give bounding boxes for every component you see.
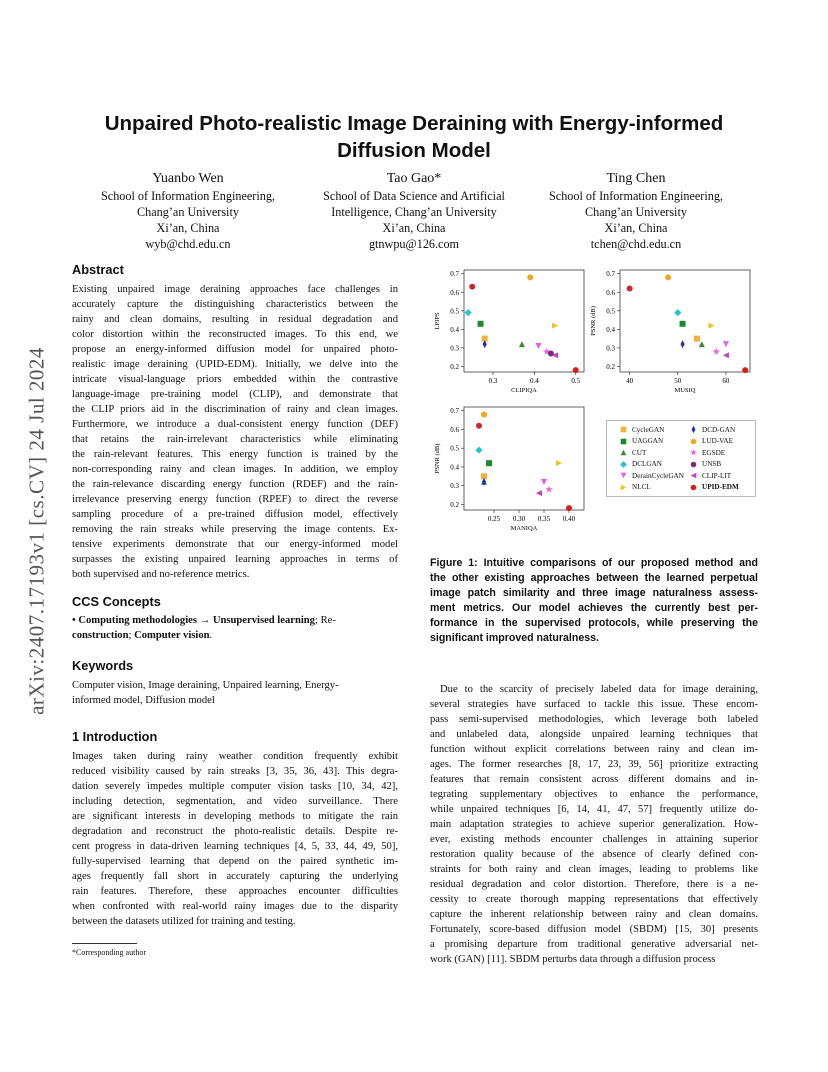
x-axis-label: MUSIQ: [674, 387, 696, 394]
legend-item: [689, 425, 735, 434]
legend-label: LUD-VAE: [702, 437, 734, 445]
data-point: [708, 323, 714, 329]
author-email[interactable]: wyb@chd.edu.cn: [145, 237, 231, 251]
x-tick-label: 0.5: [571, 377, 581, 385]
legend-marker-icon: [619, 460, 628, 469]
legend-label: UNSB: [702, 460, 722, 468]
ccs-term: • Computing methodologies → Unsupervised learning: [72, 615, 315, 626]
ccs-separator: ;: [128, 630, 135, 641]
scatter-plot-2: [590, 270, 750, 394]
y-tick-label: 0.7: [606, 270, 615, 279]
legend-label: CUT: [632, 448, 647, 457]
y-tick-label: 0.2: [450, 500, 459, 509]
figure-legend: [606, 420, 756, 497]
y-tick-label: 0.3: [450, 344, 459, 353]
author-city: Xi’an, China: [604, 221, 668, 235]
x-tick-label: 0.40: [562, 515, 576, 523]
scatter-plot-3: [434, 407, 584, 532]
legend-item: [619, 448, 646, 457]
x-tick-label: 60: [722, 377, 730, 385]
figure-caption: [430, 556, 758, 646]
author-affiliation: Chang’an University: [585, 205, 687, 219]
paragraph-line: Fortunately, score-based diffusion model (SBDM) [15, 30] presents: [430, 924, 758, 935]
arxiv-id-text: arXiv:2407.17193v1 [cs.CV] 24 Jul 2024: [24, 347, 49, 715]
data-point: [535, 343, 541, 349]
introduction-line: cent progress in data-driven learning techniques [4, 5, 33, 44, 49, 50],: [72, 841, 398, 852]
keywords-line: informed model, Diffusion model: [72, 695, 215, 706]
author-affiliation: School of Information Engineering,: [101, 189, 275, 203]
y-tick-label: 0.5: [450, 444, 459, 453]
introduction-line: are significant interests in developing methods to mitigate the rain: [72, 811, 398, 822]
footnote-rule: [72, 943, 137, 944]
data-point: [694, 336, 700, 342]
abstract-line: Furthermore, we introduce a dual-consistent energy function (DEF): [72, 419, 398, 430]
introduction-line: rain features. Therefore, these approaches encounter difficulties: [72, 886, 398, 897]
data-point: [478, 321, 484, 327]
plot-frame: [464, 407, 584, 510]
legend-marker-icon: [689, 460, 698, 469]
legend-label: CycleGAN: [632, 425, 665, 434]
data-point: [465, 309, 472, 316]
data-point: [552, 323, 558, 329]
legend-item: [619, 425, 664, 434]
introduction-line: fully-supervised learning that depend on the paired synthetic im-: [72, 856, 398, 867]
abstract-line: color distortion within the reconstructed images. To this end, we: [72, 329, 398, 340]
data-point: [476, 423, 482, 429]
legend-label: DCLGAN: [632, 460, 662, 468]
x-tick-label: 50: [674, 377, 682, 385]
paragraph-line: residual degradation and color distortion. Therefore, there is a ne-: [430, 879, 758, 890]
y-axis-label: LPIPS: [434, 312, 441, 330]
author-city: Xi’an, China: [156, 221, 220, 235]
ccs-term: construction: [72, 630, 129, 641]
author-affiliation: Chang’an University: [137, 205, 239, 219]
legend-item: [619, 437, 663, 446]
data-point: [566, 505, 572, 511]
abstract-line: removing the rain streaks while preserving the image contents. Ex-: [72, 524, 398, 535]
legend-marker-icon: [619, 437, 628, 446]
legend-item: [689, 471, 731, 480]
title-line-1: Unpaired Photo-realistic Image Deraining with Energy-informed: [104, 112, 724, 135]
data-point: [680, 340, 684, 348]
abstract-line: non-corresponding rainy and clean images. In addition, we employ: [72, 464, 398, 475]
introduction-line: including detection, segmentation, and video surveillance. There: [72, 796, 398, 807]
paragraph-line: work (GAN) [11]. SBDM perturbs data through a diffusion process: [430, 954, 716, 965]
introduction-line: Images taken during rainy weather condition frequently exhibit: [72, 751, 398, 762]
legend-marker-icon: [689, 483, 698, 492]
data-point: [742, 367, 748, 373]
legend-label: DCD-GAN: [702, 425, 736, 434]
legend-item: [689, 437, 733, 446]
data-point: [519, 341, 525, 347]
caption-line: Figure 1: Intuitive comparisons of our proposed method and: [430, 557, 758, 569]
abstract-line: surpasses the existing unpaired learning approaches in terms of: [72, 554, 398, 565]
author-affiliation: School of Data Science and Artificial: [323, 189, 505, 203]
legend-item: [689, 483, 739, 492]
data-point: [665, 274, 671, 280]
abstract-line: sampling procedure of a pre-trained diffusion model, effectively: [72, 509, 398, 520]
author-block-3: [526, 170, 746, 252]
legend-marker-icon: [689, 425, 698, 434]
abstract-line: tensive experiments demonstrate that our energy-informed model: [72, 539, 398, 550]
data-point: [713, 348, 720, 355]
caption-line: formance in the supervised protocols, while preserving the: [430, 617, 758, 629]
data-point: [680, 321, 686, 327]
keywords-line: Computer vision, Image deraining, Unpaired learning, Energy-: [72, 680, 339, 691]
paragraph-line: function without explicit correlations between rainy and clean im-: [430, 744, 758, 755]
y-tick-label: 0.2: [450, 362, 459, 371]
ccs-heading: CCS Concepts: [72, 594, 161, 609]
y-tick-label: 0.2: [606, 362, 615, 371]
author-block-1: [78, 170, 298, 252]
x-tick-label: 40: [626, 377, 634, 385]
paragraph-line: and unlabeled data, alongside unpaired learning techniques that: [430, 729, 758, 740]
introduction-body: [72, 749, 398, 929]
legend-marker-icon: [689, 437, 698, 446]
abstract-line: Existing unpaired image deraining approaches face challenges in: [72, 284, 398, 295]
author-affiliation: School of Information Engineering,: [549, 189, 723, 203]
y-tick-label: 0.3: [606, 344, 615, 353]
paragraph-line: while unpaired techniques [6, 14, 41, 47, 57] frequently utilize do-: [430, 804, 758, 815]
paragraph-line: a promising departure from traditional generative adversarial net-: [430, 939, 758, 950]
ccs-text: ; Re-: [314, 615, 336, 626]
paragraph-line: ever, existing methods encounter challenges in attaining superior: [430, 834, 758, 845]
y-tick-label: 0.4: [450, 463, 459, 472]
caption-line: ment metrics. Our model achieves the currently best per-: [430, 602, 758, 614]
abstract-line: irrelevance preserving energy function (RPEF) to direct the reverse: [72, 494, 398, 505]
paragraph-line: restoration quality because of the absence of clearly defined con-: [430, 849, 758, 860]
y-axis-label: PSNR (dB): [590, 306, 597, 336]
abstract-line: accurately capture the distinguishing characteristics between the: [72, 299, 398, 310]
data-point: [545, 486, 552, 493]
abstract-line: that retains the rain-irrelevant characteristics while eliminating: [72, 434, 398, 445]
abstract-line: propose an energy-informed diffusion model for unpaired photo-: [72, 344, 398, 355]
caption-line: image patch similarity and three image naturalness assess-: [430, 587, 758, 599]
legend-marker-icon: [689, 448, 698, 457]
legend-marker-icon: [619, 448, 628, 457]
abstract-line: the rain-relevance discarding energy function (RDEF) and the rain-: [72, 479, 398, 490]
abstract-body: [72, 282, 398, 582]
abstract-heading: Abstract: [72, 262, 124, 277]
paragraph-line: features that remain consistent across different domains and in-: [430, 774, 758, 785]
x-tick-label: 0.25: [487, 515, 501, 523]
x-tick-label: 0.30: [512, 515, 526, 523]
paragraph-line: main adaptation strategies to achieve superior generalization. How-: [430, 819, 758, 830]
data-point: [469, 284, 475, 290]
paragraph-line: pass semi-supervised methodologies, which leverage both labeled: [430, 714, 758, 725]
y-tick-label: 0.5: [606, 307, 615, 316]
paragraph-line: ages. The former researches [8, 17, 23, 39, 56] prioritize extracting: [430, 759, 758, 770]
abstract-line: realistic image deraining (UPID-EDM). Initially, we delve into the: [72, 359, 398, 370]
legend-marker-icon: [619, 425, 628, 434]
right-column-body: [430, 682, 758, 967]
legend-label: EGSDE: [702, 448, 726, 457]
data-point: [481, 411, 487, 417]
caption-line: the other existing approaches between the learned perpetual: [430, 572, 758, 584]
author-email[interactable]: gtnwpu@126.com: [368, 237, 460, 251]
y-tick-label: 0.6: [450, 425, 459, 434]
keywords-body: [72, 678, 398, 708]
data-point: [527, 274, 533, 280]
abstract-line: intricate visual-language priors embedded within the contrastive: [72, 374, 398, 385]
arxiv-side-label: [22, 296, 52, 766]
y-tick-label: 0.3: [450, 482, 459, 491]
section-heading-introduction: 1 Introduction: [72, 729, 158, 744]
data-point: [486, 460, 492, 466]
legend-item: [689, 460, 721, 469]
keywords-heading: Keywords: [72, 658, 134, 673]
y-tick-label: 0.5: [450, 307, 459, 316]
legend-item: [619, 471, 684, 480]
legend-marker-icon: [619, 483, 628, 492]
y-tick-label: 0.6: [450, 288, 459, 297]
abstract-line: language-image pre-training model (CLIP), and demonstrate that: [72, 389, 398, 400]
caption-line: significant improved naturalness.: [430, 632, 599, 644]
paragraph-line: straints for both rainy and clean images, leading to problems like: [430, 864, 758, 875]
introduction-line: dation severely impedes multiple computer vision tasks [10, 34, 42],: [72, 781, 398, 792]
abstract-line: the CLIP priors aid in the discrimination of rainy and clean images.: [72, 404, 398, 415]
legend-marker-icon: [619, 471, 628, 480]
introduction-line: degradation and reconstruct the photo-realistic details. Despite re-: [72, 826, 398, 837]
legend-marker-icon: [689, 471, 698, 480]
x-tick-label: 0.35: [537, 515, 551, 523]
x-tick-label: 0.3: [488, 377, 498, 385]
legend-label: CLIP-LIT: [702, 471, 732, 480]
scatter-plot-1: [434, 270, 584, 394]
author-name: Yuanbo Wen: [152, 171, 224, 186]
author-name: Ting Chen: [606, 171, 666, 186]
paragraph-line: tegrating supplementary objectives to enhance the performance,: [430, 789, 758, 800]
data-point: [627, 286, 633, 292]
abstract-line: the rain-relevant features. This energy function is trained by the: [72, 449, 398, 460]
legend-label: DerainCycleGAN: [632, 471, 684, 480]
y-tick-label: 0.4: [606, 325, 615, 334]
author-affiliation: Intelligence, Chang’an University: [331, 205, 497, 219]
data-point: [536, 490, 542, 496]
data-point: [699, 341, 705, 347]
x-axis-label: MANIQA: [510, 525, 538, 532]
paper-title: [40, 110, 788, 164]
paragraph-line: cessity to create thorough mapping representations that effectively: [430, 894, 758, 905]
introduction-line: when confronted with real-world rainy images due to the disparity: [72, 901, 398, 912]
introduction-line: between the datasets utilized for training and testing.: [72, 916, 296, 927]
y-tick-label: 0.4: [450, 325, 459, 334]
data-point: [674, 309, 681, 316]
abstract-line: rainy and clean domains, resulting in residual degradation and: [72, 314, 398, 325]
paragraph-line: several strategies have surfaced to tackle this issue. These encom-: [430, 699, 758, 710]
author-block-2: [304, 170, 524, 252]
footnote: *Corresponding author: [72, 948, 146, 957]
abstract-line: both supervised and no-reference metrics.: [72, 569, 250, 580]
introduction-line: reduced visibility caused by rain streaks [3, 35, 36, 43]. This degra-: [72, 766, 398, 777]
data-point: [475, 446, 482, 453]
introduction-line: ages frequently fall short in accurately capturing the underlying: [72, 871, 398, 882]
legend-item: [619, 460, 662, 469]
legend-label: UPID-EDM: [702, 483, 739, 491]
title-line-2: Diffusion Model: [337, 139, 491, 162]
paragraph-line: capture the inherent relationship between rainy and clean domains.: [430, 909, 758, 920]
legend-item: [689, 448, 725, 457]
ccs-term: Computer vision: [134, 630, 210, 641]
ccs-end: .: [209, 630, 213, 641]
paragraph-line: Due to the scarcity of precisely labeled data for image deraining,: [440, 684, 758, 695]
y-axis-label: PSNR (dB): [434, 443, 441, 474]
data-point: [556, 460, 562, 466]
author-name: Tao Gao*: [386, 171, 442, 186]
ccs-concepts: [72, 613, 398, 643]
y-tick-label: 0.7: [450, 270, 459, 279]
data-point: [541, 479, 547, 485]
data-point: [573, 367, 579, 373]
data-point: [723, 352, 729, 358]
legend-item: [619, 483, 651, 492]
author-email[interactable]: tchen@chd.edu.cn: [590, 237, 682, 251]
author-city: Xi’an, China: [382, 221, 446, 235]
legend-label: UAGGAN: [632, 437, 664, 445]
x-axis-label: CLIPIQA: [511, 387, 537, 394]
y-tick-label: 0.7: [450, 407, 459, 416]
x-tick-label: 0.4: [529, 377, 539, 385]
legend-label: NLCL: [632, 483, 651, 491]
data-point: [723, 341, 729, 347]
y-tick-label: 0.6: [606, 288, 615, 297]
